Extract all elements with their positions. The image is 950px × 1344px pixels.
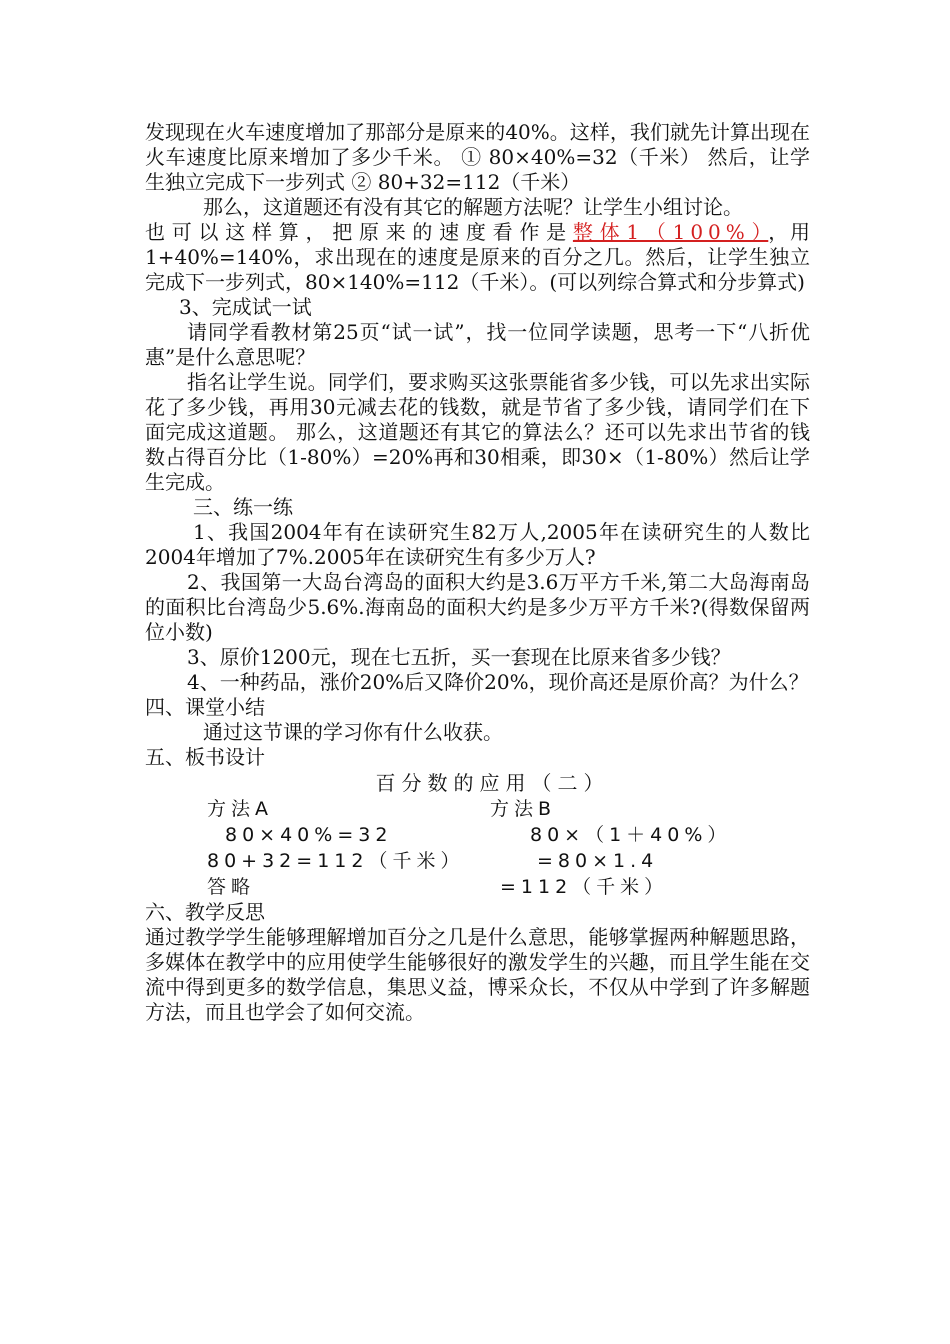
heading-practice: 三、练一练 [193, 495, 293, 519]
heading-summary: 四、课堂小结 [145, 695, 265, 719]
exercise-4: 4、一种药品，涨价20%后又降价20%，现价高还是原价高？为什么？ [187, 670, 809, 694]
paragraph-summary: 通过这节课的学习你有什么收获。 [203, 720, 503, 744]
paragraph-whole-method-before: 也可以这样算，把原来的速度看作是 [145, 220, 573, 244]
paragraph-discount-explain: 指名让学生说。同学们，要求购买这张票能省多少钱，可以先求出实际花了多少钱，再用30元减去花的钱数，就是节省了多少钱，请同学们在下面完成这道题。 那么，这道题还有其它的算法么？还可以先求出节省的钱数占得百分比（1-80%）=20%再和30相乘，即30×（1-80%）然后让学生完成。 [145, 370, 810, 494]
paragraph-try-it-intro: 请同学看教材第25页“试一试”，找一位同学读题，思考一下“八折优惠”是什么意思呢？ [145, 320, 810, 369]
paragraph-train-speed: 发现现在火车速度增加了那部分是原来的40%。这样，我们就先计算出现在火车速度比原来增加了多少千米。 ① 80×40%=32（千米） 然后，让学生独立完成下一步列式 ② 80+32=112（千米） [145, 120, 810, 194]
heading-try-it: 3、完成试一试 [179, 295, 312, 319]
heading-board-design: 五、板书设计 [145, 745, 265, 769]
exercise-3: 3、原价1200元，现在七五折，买一套现在比原来省多少钱？ [187, 645, 731, 669]
heading-reflection: 六、教学反思 [145, 900, 265, 924]
board-row-labels [145, 796, 810, 822]
exercise-2: 2、我国第一大岛台湾岛的面积大约是3.6万平方千米,第二大岛海南岛的面积比台湾岛少5.6%.海南岛的面积大约是多少万平方千米?(得数保留两位小数) [145, 570, 810, 644]
method-a-line-2: 80+32=112（千米） [207, 850, 465, 872]
method-a-label: 方法A [207, 798, 273, 820]
board-design [145, 770, 810, 900]
method-b-label: 方法B [490, 798, 557, 820]
exercise-1: 1、我国2004年有在读研究生82万人,2005年在读研究生的人数比2004年增加了7%.2005年在读研究生有多少万人? [145, 520, 810, 569]
method-a-line-3: 答略 [207, 876, 256, 898]
board-row-3 [145, 874, 810, 900]
board-title: 百分数的应用（二） [375, 771, 610, 795]
paragraph-other-method: 那么，这道题还有没有其它的解题方法呢？让学生小组讨论。 [203, 195, 743, 219]
board-row-1 [145, 822, 810, 848]
highlight-whole-100: 整体1（100%） [572, 220, 769, 244]
paragraph-whole-method-after: ，用1+40%=140%，求出现在的速度是原来的百分之几。然后，让学生独立完成下一步列式，80×140%=112（千米）。(可以列综合算式和分步算式) [145, 220, 811, 294]
method-b-line-3: =112（千米） [500, 876, 669, 898]
method-a-line-1: 80×40%=32 [225, 824, 393, 846]
method-b-line-1: 80×（1＋40%） [530, 824, 732, 846]
document-body [145, 120, 810, 1025]
board-row-2 [145, 848, 810, 874]
method-b-line-2: =80×1.4 [537, 850, 659, 872]
paragraph-whole-method [145, 220, 810, 295]
paragraph-reflection: 通过教学学生能够理解增加百分之几是什么意思，能够掌握两种解题思路，多媒体在教学中的应用使学生能够很好的激发学生的兴趣，而且学生能在交流中得到更多的数学信息，集思义益，博采众长，不仅从中学到了许多解题方法，而且也学会了如何交流。 [145, 925, 810, 1024]
